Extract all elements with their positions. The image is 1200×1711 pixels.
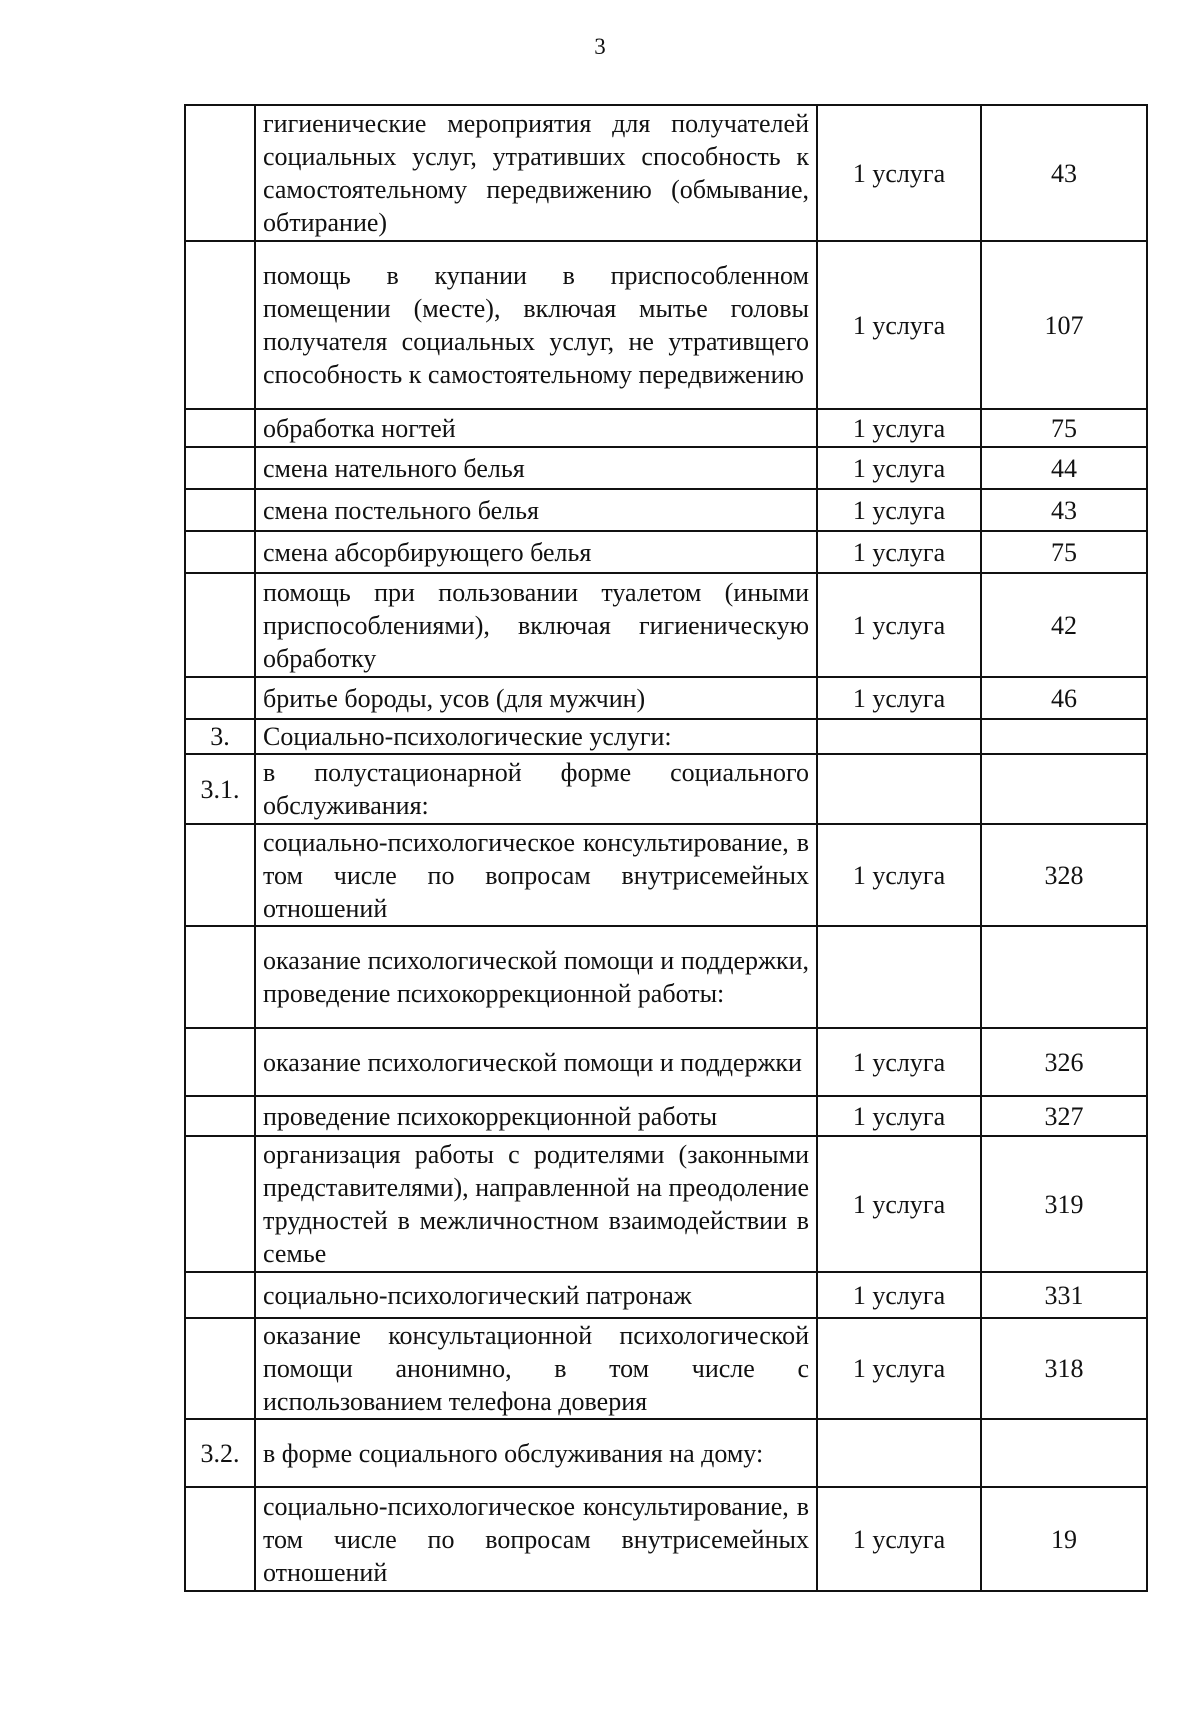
row-number [185, 573, 255, 677]
row-number [185, 1028, 255, 1096]
service-unit: 1 услуга [817, 1136, 981, 1272]
table-row [185, 824, 1147, 926]
service-price: 331 [981, 1272, 1147, 1318]
table-row [185, 241, 1147, 409]
service-price [981, 926, 1147, 1028]
table-row [185, 489, 1147, 531]
row-number [185, 409, 255, 447]
service-price: 107 [981, 241, 1147, 409]
table-row [185, 754, 1147, 824]
table-row [185, 105, 1147, 241]
service-name: оказание консультационной психологической помощи анонимно, в том числе с использованием телефона доверия [255, 1318, 817, 1419]
table-row [185, 677, 1147, 719]
service-unit: 1 услуга [817, 447, 981, 489]
row-number [185, 1136, 255, 1272]
table-row [185, 447, 1147, 489]
row-number [185, 241, 255, 409]
row-number: 3.1. [185, 754, 255, 824]
service-unit [817, 754, 981, 824]
row-number: 3. [185, 719, 255, 754]
service-price: 75 [981, 531, 1147, 573]
row-number [185, 1318, 255, 1419]
service-name: организация работы с родителями (законными представителями), направленной на преодоление трудностей в межличностном взаимодействии в семье [255, 1136, 817, 1272]
row-number [185, 1272, 255, 1318]
service-price: 319 [981, 1136, 1147, 1272]
service-unit [817, 719, 981, 754]
table-row [185, 1096, 1147, 1136]
service-name: социально-психологический патронаж [255, 1272, 817, 1318]
table-row [185, 719, 1147, 754]
service-price: 318 [981, 1318, 1147, 1419]
row-number [185, 531, 255, 573]
service-price [981, 719, 1147, 754]
service-price: 326 [981, 1028, 1147, 1096]
service-name: оказание психологической помощи и поддержки [255, 1028, 817, 1096]
row-number [185, 489, 255, 531]
service-name: смена постельного белья [255, 489, 817, 531]
row-number [185, 447, 255, 489]
service-price [981, 754, 1147, 824]
service-price: 327 [981, 1096, 1147, 1136]
service-name: Социально-психологические услуги: [255, 719, 817, 754]
service-price: 43 [981, 105, 1147, 241]
service-price: 43 [981, 489, 1147, 531]
row-number [185, 1487, 255, 1591]
service-unit: 1 услуга [817, 573, 981, 677]
service-name: проведение психокоррекционной работы [255, 1096, 817, 1136]
service-unit: 1 услуга [817, 409, 981, 447]
service-price: 328 [981, 824, 1147, 926]
table-row [185, 1318, 1147, 1419]
service-unit: 1 услуга [817, 1272, 981, 1318]
row-number: 3.2. [185, 1419, 255, 1487]
service-name: оказание психологической помощи и поддержки, проведение психокоррекционной работы: [255, 926, 817, 1028]
service-name: смена нательного белья [255, 447, 817, 489]
service-price: 44 [981, 447, 1147, 489]
service-unit: 1 услуга [817, 1318, 981, 1419]
table-row [185, 1419, 1147, 1487]
service-unit: 1 услуга [817, 1096, 981, 1136]
row-number [185, 105, 255, 241]
service-unit: 1 услуга [817, 531, 981, 573]
service-name: обработка ногтей [255, 409, 817, 447]
row-number [185, 824, 255, 926]
row-number [185, 677, 255, 719]
service-unit: 1 услуга [817, 105, 981, 241]
table-row [185, 409, 1147, 447]
services-price-table [184, 104, 1148, 1592]
service-unit [817, 926, 981, 1028]
service-price: 46 [981, 677, 1147, 719]
table-row [185, 1272, 1147, 1318]
table-row [185, 573, 1147, 677]
service-name: в полустационарной форме социального обслуживания: [255, 754, 817, 824]
service-price: 75 [981, 409, 1147, 447]
service-name: помощь в купании в приспособленном помещении (месте), включая мытье головы получателя социальных услуг, не утративщего способность к самостоятельному передвижению [255, 241, 817, 409]
service-name: помощь при пользовании туалетом (иными приспособлениями), включая гигиеническую обработку [255, 573, 817, 677]
service-name: социально-психологическое консультирование, в том числе по вопросам внутрисемейных отношений [255, 824, 817, 926]
service-name: в форме социального обслуживания на дому: [255, 1419, 817, 1487]
page-number: 3 [594, 34, 606, 59]
service-unit: 1 услуга [817, 241, 981, 409]
service-unit [817, 1419, 981, 1487]
service-name: бритье бороды, усов (для мужчин) [255, 677, 817, 719]
service-unit: 1 услуга [817, 1028, 981, 1096]
table-row [185, 1136, 1147, 1272]
table-row [185, 1487, 1147, 1591]
table-row [185, 531, 1147, 573]
service-unit: 1 услуга [817, 489, 981, 531]
service-name: гигиенические мероприятия для получателей социальных услуг, утративших способность к самостоятельному передвижению (обмывание, обтирание) [255, 105, 817, 241]
row-number [185, 1096, 255, 1136]
service-unit: 1 услуга [817, 824, 981, 926]
service-price: 19 [981, 1487, 1147, 1591]
service-price [981, 1419, 1147, 1487]
service-unit: 1 услуга [817, 1487, 981, 1591]
service-name: социально-психологическое консультирование, в том числе по вопросам внутрисемейных отношений [255, 1487, 817, 1591]
service-name: смена абсорбирующего белья [255, 531, 817, 573]
table-row [185, 926, 1147, 1028]
service-price: 42 [981, 573, 1147, 677]
row-number [185, 926, 255, 1028]
service-unit: 1 услуга [817, 677, 981, 719]
table-row [185, 1028, 1147, 1096]
